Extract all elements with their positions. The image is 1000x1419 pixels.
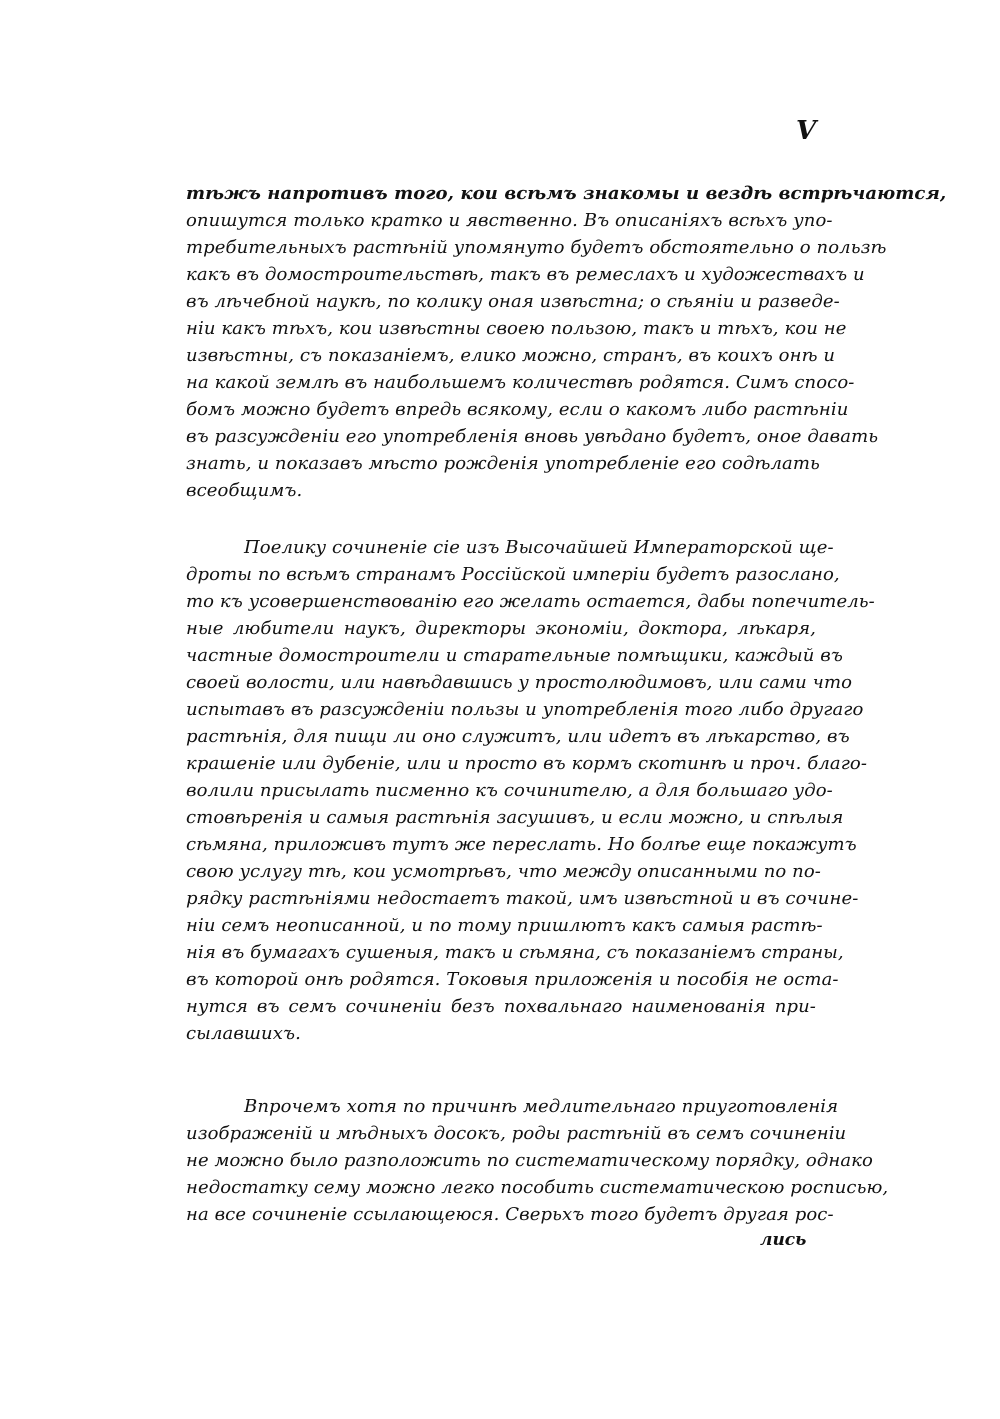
catchword: лись bbox=[760, 1230, 807, 1250]
text-line: въ лѣчебной наукѣ, по колику оная извѣстна; о сѣяніи и разведе- bbox=[186, 291, 840, 312]
text-line: нутся въ семъ сочиненіи безъ похвальнаго наименованія при- bbox=[186, 996, 816, 1017]
text-line: всеобщимъ. bbox=[186, 480, 303, 501]
text-line: на какой землѣ въ наибольшемъ количествѣ родятся. Симъ спосо- bbox=[186, 372, 855, 393]
text-line: своей волости, или навѣдавшись у простолюдимовъ, или сами что bbox=[186, 672, 853, 693]
text-line: тѣжъ напротивъ того, кои всѣмъ знакомы и вездѣ встрѣчаются, bbox=[186, 183, 947, 204]
text-line: стовѣренія и самыя растѣнія засушивъ, и если можно, и спѣлыя bbox=[186, 807, 844, 828]
paragraph bbox=[186, 534, 875, 1047]
text-line: бомъ можно будетъ впредь всякому, если о какомъ либо растѣніи bbox=[186, 399, 849, 420]
text-line: опишутся только кратко и явственно. Въ описаніяхъ всѣхъ упо- bbox=[186, 210, 833, 231]
text-line: на все сочиненіе ссылающеюся. Сверьхъ того будетъ другая рос- bbox=[186, 1204, 834, 1225]
text-line: знать, и показавъ мѣсто рожденія употребленіе его содѣлать bbox=[186, 453, 820, 474]
text-line: ные любители наукъ, директоры экономіи, доктора, лѣкаря, bbox=[186, 618, 816, 639]
text-line: свою услугу тѣ, кои усмотрѣвъ, что между описанными по по- bbox=[186, 861, 821, 882]
text-line: рядку растѣніями недостаетъ такой, имъ извѣстной и въ сочине- bbox=[186, 888, 859, 909]
text-line: сылавшихъ. bbox=[186, 1023, 301, 1044]
paragraph bbox=[186, 1093, 889, 1228]
page-number: V bbox=[796, 116, 817, 146]
text-line: испытавъ въ разсужденіи пользы и употребленія того либо другаго bbox=[186, 699, 864, 720]
text-line: недостатку сему можно легко пособить систематическою росписью, bbox=[186, 1177, 889, 1198]
text-line: требительныхъ растѣній упомянуто будетъ обстоятельно о пользѣ bbox=[186, 237, 887, 258]
text-line: нія въ бумагахъ сушеныя, такъ и сѣмяна, съ показаніемъ страны, bbox=[186, 942, 844, 963]
text-line: крашеніе или дубеніе, или и просто въ кормъ скотинѣ и проч. благо- bbox=[186, 753, 868, 774]
text-line: изображеній и мѣдныхъ досокъ, роды растѣній въ семъ сочиненіи bbox=[186, 1123, 847, 1144]
text-line: извѣстны, съ показаніемъ, елико можно, странъ, въ коихъ онѣ и bbox=[186, 345, 836, 366]
text-line: Поелику сочиненіе сіе изъ Высочайшей Императорской ще- bbox=[244, 537, 834, 558]
text-line: растѣнія, для пищи ли оно служитъ, или идетъ въ лѣкарство, въ bbox=[186, 726, 850, 747]
text-line: волили присылать писменно къ сочинителю, а для большаго удо- bbox=[186, 780, 833, 801]
text-line: сѣмяна, приложивъ тутъ же переслать. Но болѣе еще покажутъ bbox=[186, 834, 857, 855]
text-line: Впрочемъ хотя по причинѣ медлительнаго приуготовленія bbox=[244, 1096, 839, 1117]
text-line: то къ усовершенствованію его желать остается, дабы попечитель- bbox=[186, 591, 875, 612]
text-line: ніи семъ неописанной, и по тому пришлютъ какъ самыя растѣ- bbox=[186, 915, 823, 936]
text-line: дроты по всѣмъ странамъ Россійской имперіи будетъ разослано, bbox=[186, 564, 840, 585]
text-line: въ разсужденіи его употребленія вновь увѣдано будетъ, оное давать bbox=[186, 426, 879, 447]
text-line: въ которой онѣ родятся. Токовыя приложенія и пособія не оста- bbox=[186, 969, 839, 990]
text-line: частные домостроители и старательные помѣщики, каждый въ bbox=[186, 645, 843, 666]
text-line: какъ въ домостроительствѣ, такъ въ ремеслахъ и художествахъ и bbox=[186, 264, 865, 285]
text-line: не можно было разположить по систематическому порядку, однако bbox=[186, 1150, 873, 1171]
paragraph bbox=[186, 180, 947, 504]
text-line: ніи какъ тѣхъ, кои извѣстны своею пользою, такъ и тѣхъ, кои не bbox=[186, 318, 847, 339]
